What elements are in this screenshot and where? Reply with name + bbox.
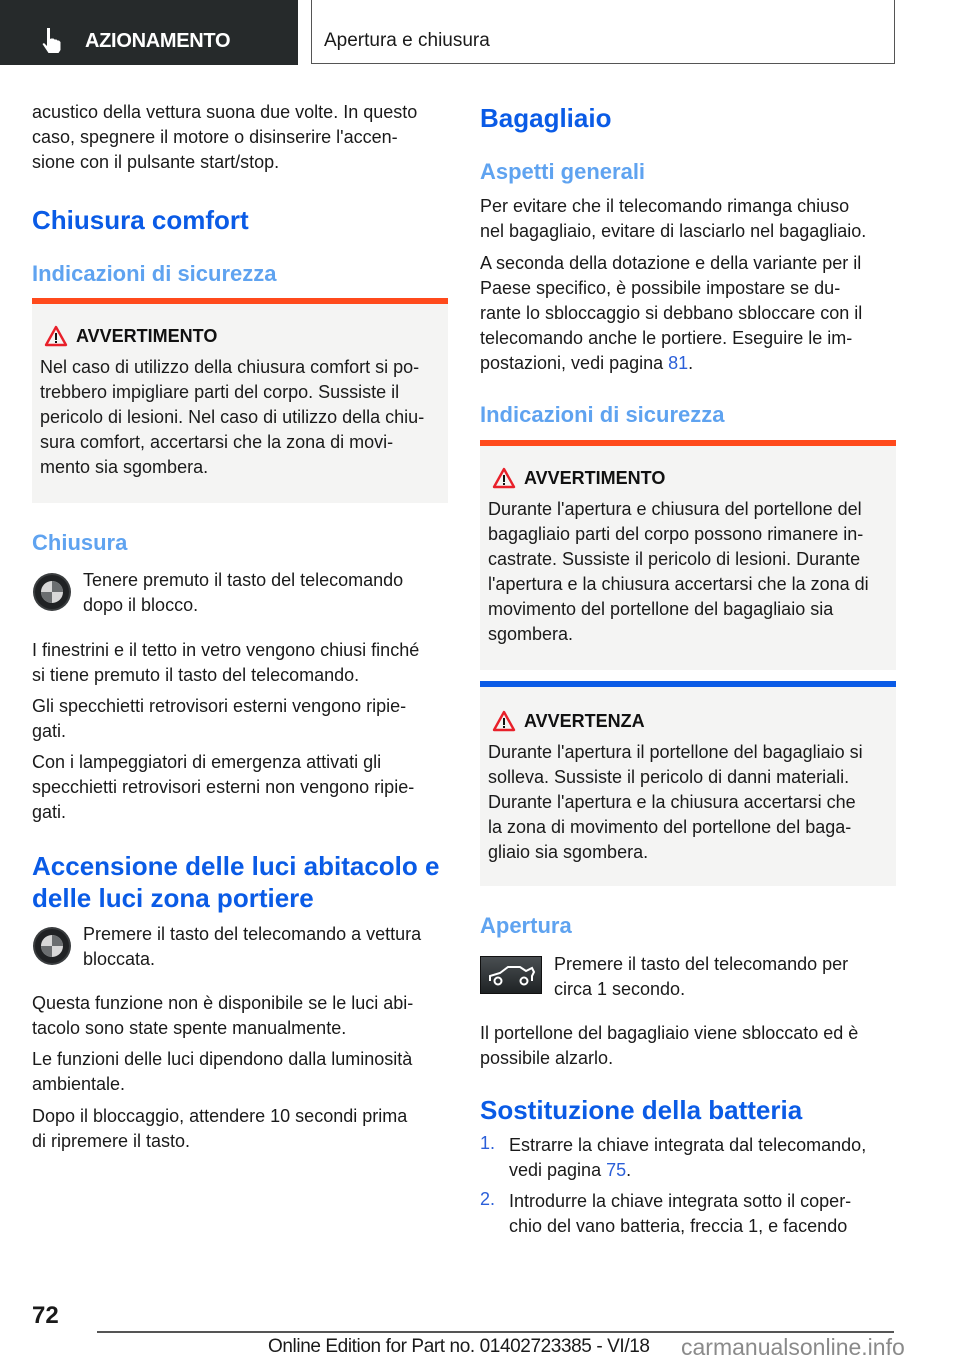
closing-instruction bbox=[83, 568, 403, 618]
lights-instruction bbox=[83, 922, 421, 972]
text-line: Paese specifico, è possibile impostare se du- bbox=[480, 278, 841, 298]
warning-box bbox=[480, 440, 896, 670]
text-line: sura comfort, accertarsi che la zona di movi- bbox=[40, 432, 394, 452]
intro-paragraph bbox=[32, 100, 448, 175]
chapter-title: Apertura e chiusura bbox=[324, 30, 490, 51]
text-line: gati. bbox=[32, 721, 67, 741]
text-line: Estrarre la chiave integrata dal telecomando, bbox=[509, 1135, 867, 1155]
heading-battery: Sostituzione della batteria bbox=[480, 1095, 803, 1125]
warning-title: AVVERTIMENTO bbox=[76, 326, 218, 346]
text-line: Nel caso di utilizzo della chiusura comfort si po- bbox=[40, 357, 420, 377]
text-line: possibile alzarlo. bbox=[480, 1048, 614, 1068]
text-line: bloccata. bbox=[83, 949, 156, 969]
section-tab bbox=[0, 0, 298, 65]
warning-title: AVVERTIMENTO bbox=[524, 468, 666, 488]
text-fragment: postazioni, vedi pagina bbox=[480, 353, 669, 373]
text-line: la zona di movimento del portellone del baga- bbox=[488, 817, 852, 837]
pointing-hand-icon bbox=[40, 27, 62, 53]
text-line: pericolo di lesioni. Nel caso di utilizzo della chiu- bbox=[40, 407, 425, 427]
warning-triangle-icon bbox=[492, 467, 516, 489]
text-line: Le funzioni delle luci dipendono dalla luminosità bbox=[32, 1049, 413, 1069]
heading-chiusura: Chiusura bbox=[32, 530, 128, 555]
warning-box bbox=[32, 298, 448, 503]
text-line: specchietti retrovisori esterni non vengono ripie- bbox=[32, 777, 415, 797]
text-line: Durante l'apertura e chiusura del portellone del bbox=[488, 499, 862, 519]
heading-line: delle luci zona portiere bbox=[32, 883, 314, 913]
text-line bbox=[480, 351, 896, 376]
caution-box bbox=[480, 681, 896, 886]
text-line: Durante l'apertura il portellone del bagagliaio si bbox=[488, 742, 863, 762]
text-line: nel bagagliaio, evitare di lasciarlo nel bagagliaio. bbox=[480, 221, 867, 241]
paragraph bbox=[32, 750, 448, 825]
text-line: Tenere premuto il tasto del telecomando bbox=[83, 570, 404, 590]
paragraph bbox=[32, 1047, 448, 1097]
heading-aspetti-generali: Aspetti generali bbox=[480, 159, 646, 184]
text-line: acustico della vettura suona due volte. In questo bbox=[32, 102, 418, 122]
paragraph bbox=[32, 694, 448, 744]
text-line: bagagliaio parti del corpo possono rimanere in- bbox=[488, 524, 864, 544]
text-line: I finestrini e il tetto in vetro vengono chiusi finché bbox=[32, 640, 420, 660]
text-line: trebbero impigliare parti del corpo. Sussiste il bbox=[40, 382, 400, 402]
text-line: tacolo sono state spente manualmente. bbox=[32, 1018, 347, 1038]
warning-body bbox=[40, 355, 446, 480]
warning-triangle-icon bbox=[44, 325, 68, 347]
paragraph bbox=[32, 638, 448, 688]
text-fragment: . bbox=[626, 1160, 632, 1180]
trunk-button-icon bbox=[480, 956, 542, 994]
footer-divider bbox=[97, 1331, 894, 1333]
text-fragment: . bbox=[688, 353, 694, 373]
text-line: castrate. Sussiste il pericolo di lesioni. Durante bbox=[488, 549, 861, 569]
paragraph bbox=[480, 1021, 896, 1071]
page-link-75[interactable]: 75 bbox=[606, 1160, 627, 1180]
bmw-remote-button-icon bbox=[32, 926, 72, 966]
heading-safety: Indicazioni di sicurezza bbox=[32, 261, 277, 286]
heading-lights bbox=[32, 850, 452, 914]
page-number: 72 bbox=[32, 1302, 59, 1329]
text-line: Durante l'apertura e la chiusura accertarsi che bbox=[488, 792, 856, 812]
heading-bagagliaio: Bagagliaio bbox=[480, 103, 612, 133]
text-line: Questa funzione non è disponibile se le luci abi- bbox=[32, 993, 414, 1013]
text-line: Premere il tasto del telecomando per bbox=[554, 954, 849, 974]
heading-apertura: Apertura bbox=[480, 913, 572, 938]
text-line bbox=[509, 1158, 866, 1183]
text-line: chio del vano batteria, freccia 1, e facendo bbox=[509, 1216, 848, 1236]
caution-title: AVVERTENZA bbox=[524, 711, 645, 731]
warning-accent-bar bbox=[32, 298, 448, 304]
section-label: AZIONAMENTO bbox=[85, 30, 231, 52]
text-line: Premere il tasto del telecomando a vettura bbox=[83, 924, 422, 944]
text-line: gati. bbox=[32, 802, 67, 822]
text-line: mento sia sgombera. bbox=[40, 457, 209, 477]
paragraph bbox=[480, 194, 896, 244]
text-line: Introdurre la chiave integrata sotto il coper- bbox=[509, 1191, 852, 1211]
text-line: Il portellone del bagagliaio viene sbloccato ed è bbox=[480, 1023, 859, 1043]
heading-safety: Indicazioni di sicurezza bbox=[480, 402, 725, 427]
text-line: movimento del portellone del bagagliaio sia bbox=[488, 599, 834, 619]
warning-accent-bar bbox=[480, 440, 896, 446]
page-link-81[interactable]: 81 bbox=[668, 353, 689, 373]
list-number: 1. bbox=[480, 1133, 496, 1153]
text-line: caso, spegnere il motore o disinserire l'accen- bbox=[32, 127, 398, 147]
text-line: l'apertura e la chiusura accertarsi che la zona di bbox=[488, 574, 869, 594]
text-line: Gli specchietti retrovisori esterni vengono ripie- bbox=[32, 696, 407, 716]
bmw-remote-button-icon bbox=[32, 572, 72, 612]
text-line: sione con il pulsante start/stop. bbox=[32, 152, 280, 172]
text-line: si tiene premuto il tasto del telecomando. bbox=[32, 665, 360, 685]
edition-text: Online Edition for Part no. 01402723385 - VI/18 bbox=[268, 1336, 650, 1357]
text-line: gliaio sia sgombera. bbox=[488, 842, 649, 862]
text-line: Con i lampeggiatori di emergenza attivati gli bbox=[32, 752, 382, 772]
text-line: circa 1 secondo. bbox=[554, 979, 686, 999]
paragraph bbox=[32, 991, 448, 1041]
heading-line: Accensione delle luci abitacolo e bbox=[32, 851, 440, 881]
text-line: di ripremere il tasto. bbox=[32, 1131, 191, 1151]
list-number: 2. bbox=[480, 1189, 496, 1209]
text-fragment: vedi pagina bbox=[509, 1160, 607, 1180]
list-text bbox=[509, 1133, 866, 1183]
text-line: solleva. Sussiste il pericolo di danni materiali. bbox=[488, 767, 850, 787]
caution-body bbox=[488, 740, 894, 865]
list-text bbox=[509, 1189, 851, 1239]
heading-chiusura-comfort: Chiusura comfort bbox=[32, 205, 249, 235]
watermark: carmanualsonline.info bbox=[681, 1334, 905, 1360]
text-line: Per evitare che il telecomando rimanga chiuso bbox=[480, 196, 850, 216]
text-line: Dopo il bloccaggio, attendere 10 secondi prima bbox=[32, 1106, 408, 1126]
caution-accent-bar bbox=[480, 681, 896, 687]
chapter-tab bbox=[311, 0, 895, 64]
warning-body bbox=[488, 497, 894, 647]
text-line: A seconda della dotazione e della variante per il bbox=[480, 253, 862, 273]
text-line: telecomando anche le portiere. Eseguire le im- bbox=[480, 328, 853, 348]
text-line: ambientale. bbox=[32, 1074, 126, 1094]
text-line: dopo il blocco. bbox=[83, 595, 199, 615]
text-line: rante lo sbloccaggio si debbano sbloccare con il bbox=[480, 303, 863, 323]
paragraph bbox=[480, 251, 896, 376]
opening-instruction bbox=[554, 952, 848, 1002]
paragraph bbox=[32, 1104, 448, 1154]
text-line: sgombera. bbox=[488, 624, 574, 644]
warning-triangle-icon bbox=[492, 710, 516, 732]
